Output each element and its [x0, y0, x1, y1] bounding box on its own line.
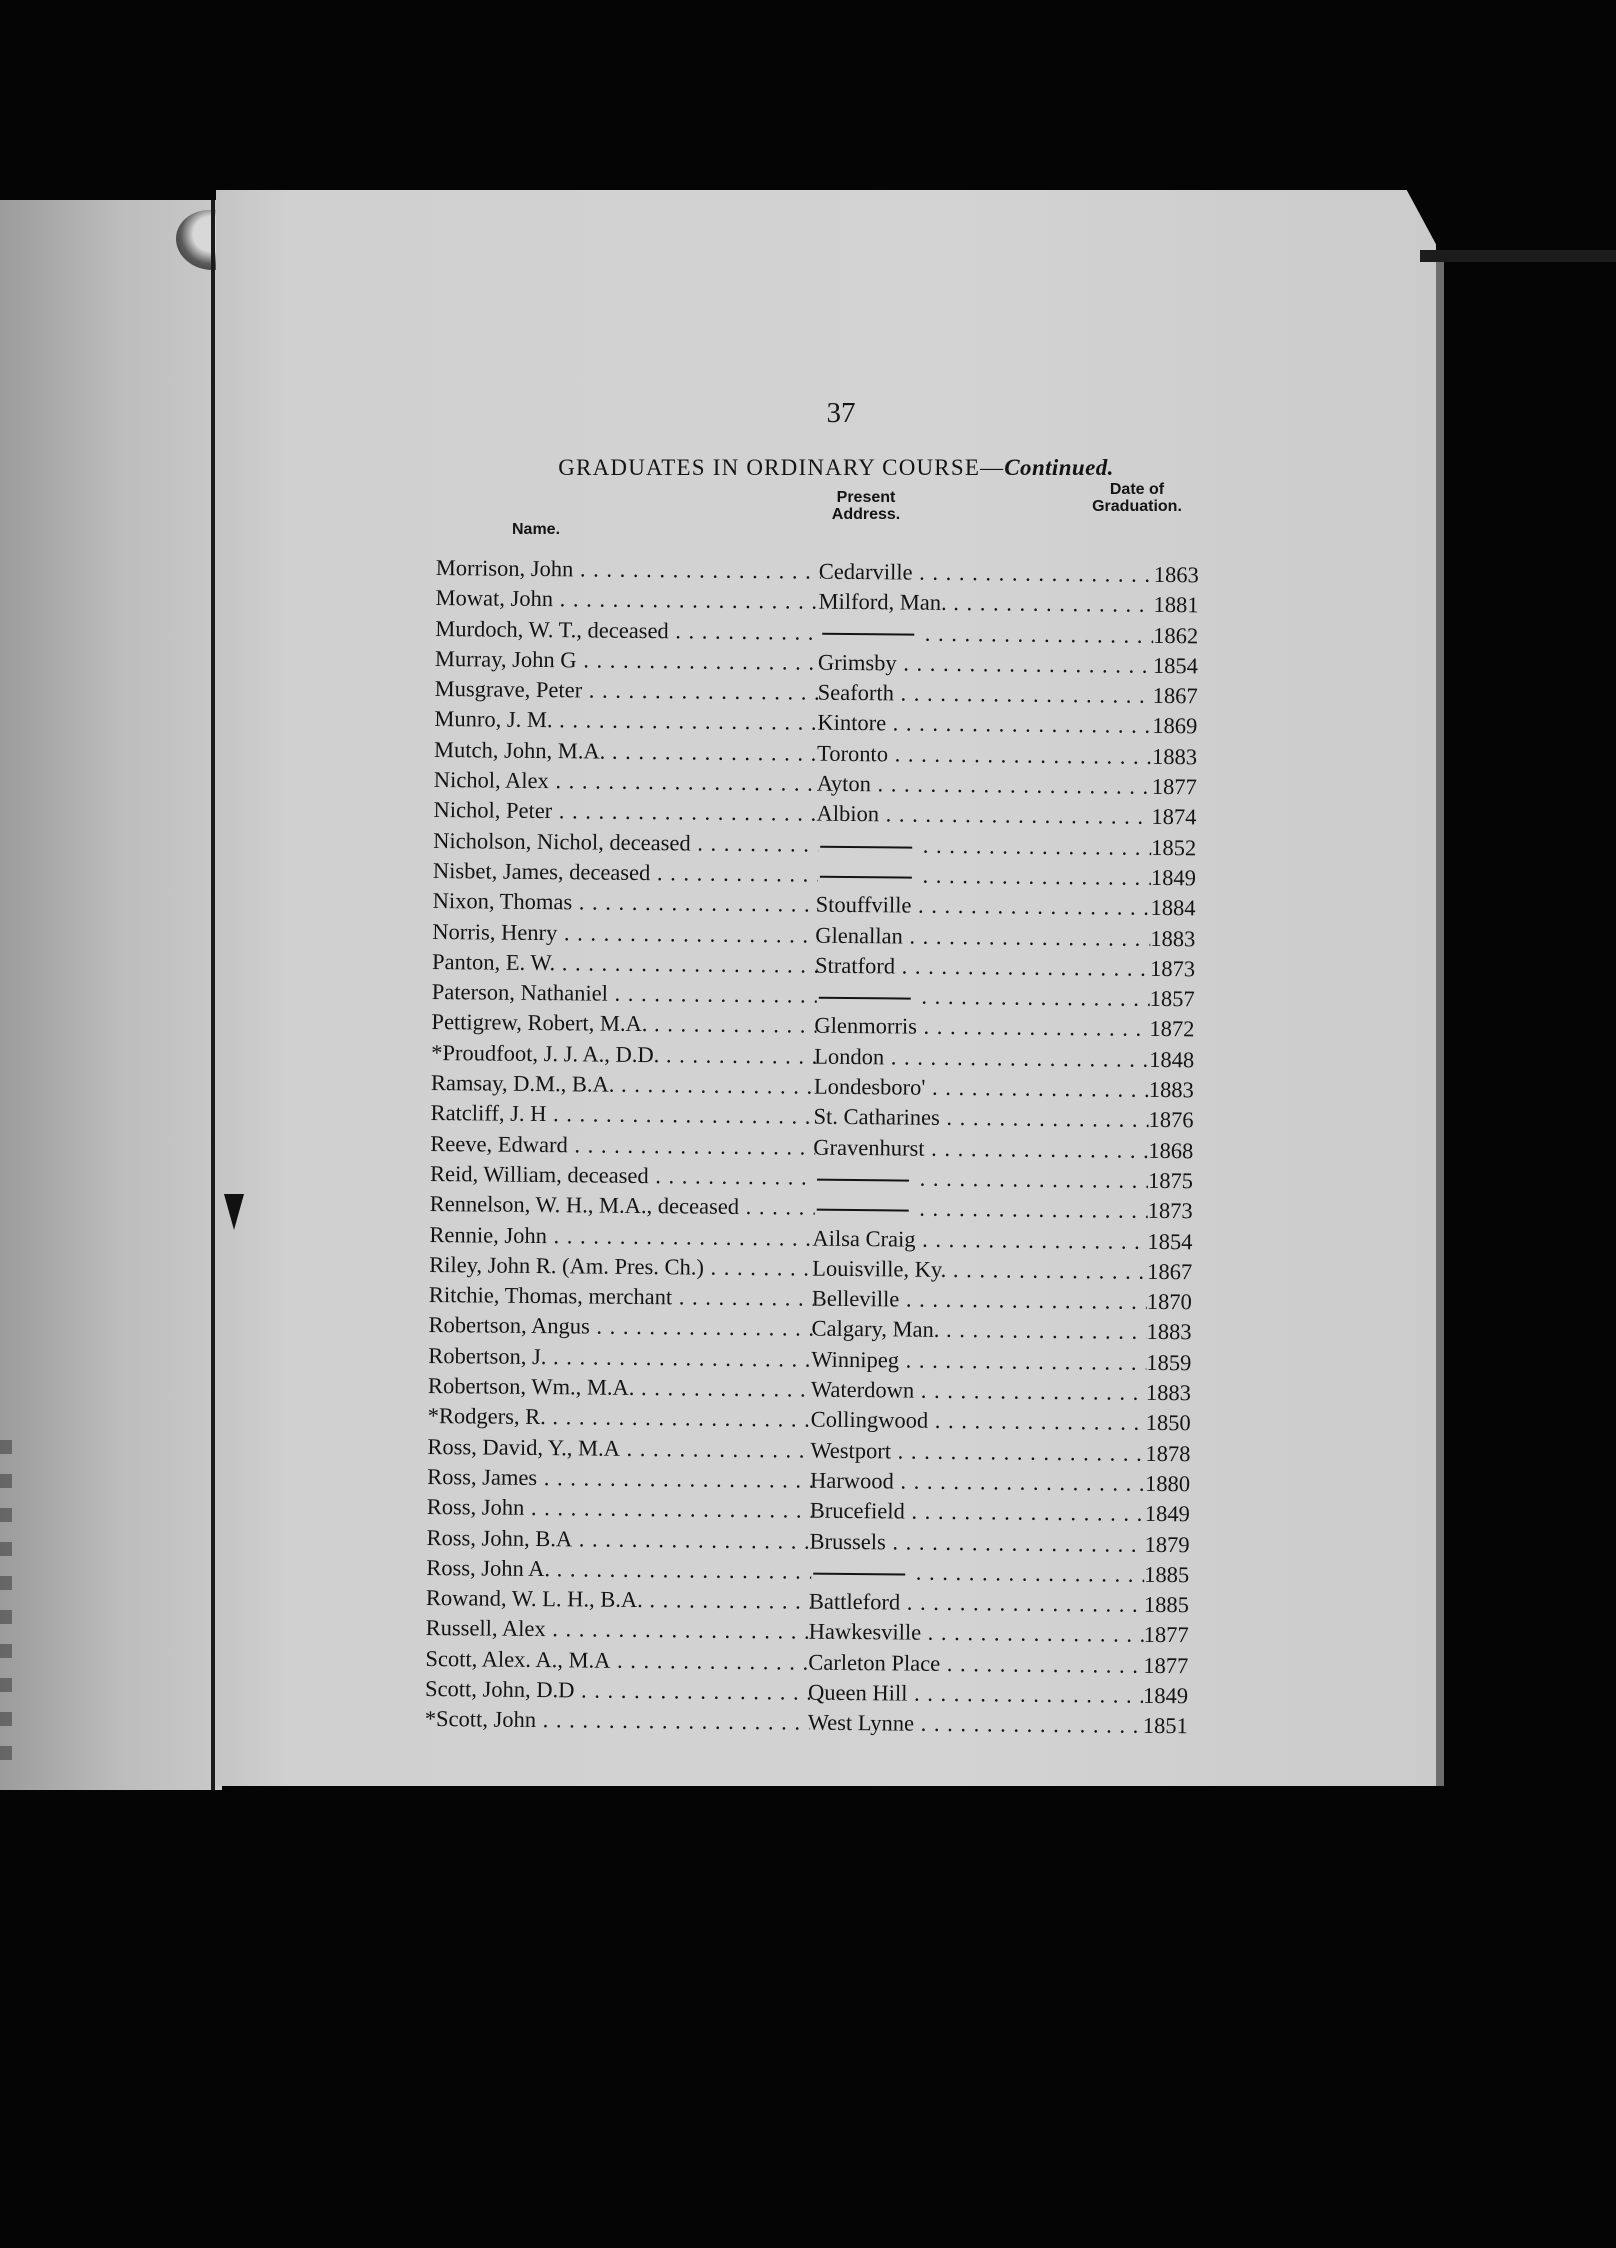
graduate-name: Musgrave, Peter . . . [435, 674, 820, 708]
graduation-year: 1883 [1145, 1379, 1192, 1406]
page-number: 37 [826, 397, 856, 429]
graduation-year: 1863 [1153, 561, 1199, 588]
graduate-name: Nixon, Thomas . . . [433, 886, 818, 920]
graduate-name: Ross, James . . . [427, 1462, 812, 1496]
graduate-name: Ratcliff, J. H . . . [430, 1098, 815, 1132]
graduate-name: Rennie, John . . . [429, 1220, 814, 1254]
graduation-year: 1881 [1153, 592, 1199, 618]
graduate-address [816, 829, 1151, 863]
graduate-name: Robertson, Angus . . . [428, 1310, 813, 1344]
graduate-name: Paterson, Nathaniel . . . [432, 977, 817, 1011]
graduate-address: Glenallan . . . [815, 920, 1150, 954]
graduate-address: Harwood . . . [810, 1466, 1145, 1500]
graduation-year: 1859 [1146, 1349, 1192, 1376]
heading-continued: Continued. [1004, 455, 1114, 480]
graduate-address [813, 1193, 1148, 1227]
graduate-name: Robertson, Wm., M.A. . . . [428, 1371, 813, 1405]
graduation-year: 1874 [1151, 804, 1197, 830]
graduate-address: Carleton Place . . . [808, 1647, 1143, 1681]
graduation-year: 1885 [1144, 1561, 1190, 1588]
graduate-name: Pettigrew, Robert, M.A. . . . [431, 1007, 816, 1041]
graduate-name: Reid, William, deceased . . . [430, 1159, 815, 1193]
facing-page-edge [0, 200, 222, 1790]
graduation-year: 1850 [1145, 1410, 1191, 1436]
graduate-name: Ramsay, D.M., B.A. . . . [431, 1068, 816, 1102]
graduate-name: Russell, Alex . . . [426, 1613, 811, 1647]
graduate-address: Glenmorris . . . [814, 1011, 1149, 1045]
graduate-address: Ailsa Craig . . . [812, 1223, 1147, 1257]
graduate-name: Scott, Alex. A., M.A . . . [425, 1644, 810, 1678]
graduate-name: Ross, John, B.A . . . [426, 1522, 811, 1556]
graduate-address: Gravenhurst . . . [813, 1132, 1148, 1166]
graduation-year: 1877 [1143, 1622, 1189, 1648]
graduate-address [818, 617, 1153, 651]
graduate-address: West Lynne . . . [808, 1708, 1143, 1742]
graduation-year: 1879 [1144, 1531, 1190, 1557]
column-header-date: Date of Graduation. [1092, 481, 1182, 515]
graduation-year: 1868 [1148, 1137, 1194, 1163]
graduate-address: Milford, Man. . . . [818, 587, 1153, 621]
graduate-address [813, 1163, 1148, 1197]
graduate-address: Stouffville . . . [815, 890, 1150, 924]
graduate-address [815, 981, 1150, 1015]
graduate-name: Rennelson, W. H., M.A., deceased . . . [430, 1189, 815, 1223]
graduate-address: Waterdown . . . [811, 1375, 1146, 1409]
graduation-year: 1873 [1149, 955, 1196, 982]
graduate-name: *Proudfoot, J. J. A., D.D. . . . [431, 1038, 816, 1072]
graduates-list [425, 553, 1236, 1742]
graduate-address: Toronto . . . [817, 738, 1152, 772]
graduate-address: Calgary, Man. . . . [811, 1314, 1146, 1348]
graduation-year: 1885 [1143, 1591, 1190, 1618]
graduate-address: Belleville . . . [812, 1284, 1147, 1318]
graduation-year: 1872 [1149, 1016, 1195, 1042]
book-gutter [211, 200, 215, 1790]
graduation-year: 1862 [1153, 622, 1199, 648]
graduate-address: Collingwood . . . [811, 1405, 1146, 1439]
graduate-name: Mutch, John, M.A. . . . [434, 735, 819, 769]
graduation-year: 1854 [1147, 1228, 1193, 1254]
graduate-address: Brussels . . . [809, 1526, 1144, 1560]
graduation-year: 1869 [1152, 713, 1198, 739]
section-heading [436, 453, 1236, 483]
graduate-address: Westport . . . [810, 1435, 1145, 1469]
graduation-year: 1851 [1142, 1713, 1188, 1739]
graduate-name: Ritchie, Thomas, merchant . . . [429, 1280, 814, 1314]
column-headers [436, 481, 1236, 553]
graduate-address: Albion . . . [816, 799, 1151, 833]
graduation-year: 1883 [1150, 925, 1196, 951]
graduation-year: 1849 [1142, 1682, 1189, 1709]
graduation-year: 1880 [1144, 1470, 1191, 1497]
graduation-year: 1870 [1146, 1288, 1192, 1315]
scanner-tab-mark [1420, 250, 1616, 262]
graduate-address: Kintore . . . [817, 708, 1152, 742]
graduation-year: 1873 [1147, 1198, 1193, 1224]
column-header-name: Name. [512, 521, 561, 538]
graduation-year: 1849 [1144, 1501, 1190, 1527]
graduate-address: Brucefield . . . [810, 1496, 1145, 1530]
graduate-name: Rowand, W. L. H., B.A. . . . [426, 1583, 811, 1617]
graduate-address: Queen Hill . . . [808, 1678, 1143, 1712]
graduate-address: Louisville, Ky. . . . [812, 1253, 1147, 1287]
graduation-year: 1883 [1151, 743, 1198, 770]
graduation-year: 1883 [1148, 1076, 1195, 1103]
graduate-address: Londesboro' . . . [814, 1072, 1149, 1106]
graduate-name: Scott, John, D.D . . . [425, 1674, 810, 1708]
graduate-address: London . . . [814, 1041, 1149, 1075]
column-header-address: Present Address. [831, 489, 901, 523]
graduate-name: Murray, John G . . . [435, 644, 820, 678]
graduate-name: *Scott, John . . . [425, 1704, 810, 1738]
graduate-name: Ross, John A. . . . [426, 1553, 811, 1587]
graduate-name: Riley, John R. (Am. Pres. Ch.) . . . [429, 1250, 814, 1284]
graduation-year: 1877 [1151, 773, 1197, 800]
graduation-year: 1848 [1149, 1046, 1195, 1073]
page-content [424, 395, 1236, 1739]
graduation-year: 1849 [1150, 864, 1197, 891]
graduate-name: Munro, J. M. . . . [434, 704, 819, 738]
graduate-name: Nichol, Peter . . . [433, 795, 818, 829]
graduate-name: Morrison, John . . . [436, 553, 821, 587]
graduation-year: 1883 [1146, 1319, 1192, 1345]
graduate-address: Cedarville . . . [819, 557, 1154, 591]
graduation-year: 1857 [1149, 986, 1195, 1012]
graduation-year: 1867 [1152, 683, 1198, 709]
graduate-name: Murdoch, W. T., deceased . . . [435, 614, 820, 648]
graduation-year: 1854 [1152, 652, 1199, 679]
graduate-name: Nicholson, Nichol, deceased . . . [433, 826, 818, 860]
graduate-address: Hawkesville . . . [809, 1617, 1144, 1651]
graduate-name: Nichol, Alex . . . [434, 765, 819, 799]
graduate-name: Norris, Henry . . . [432, 917, 817, 951]
graduate-address [809, 1556, 1144, 1590]
graduate-name: Mowat, John . . . [435, 583, 820, 617]
graduation-year: 1875 [1147, 1167, 1194, 1194]
page-edge-shadow [1436, 250, 1444, 1786]
graduation-year: 1852 [1151, 834, 1197, 860]
graduate-address: St. Catharines . . . [813, 1102, 1148, 1136]
graduation-year: 1876 [1148, 1107, 1194, 1133]
graduate-address: Battleford . . . [809, 1587, 1144, 1621]
graduate-address: Grimsby . . . [818, 648, 1153, 682]
graduate-address: Winnipeg . . . [811, 1344, 1146, 1378]
graduate-address: Seaforth . . . [818, 678, 1153, 712]
graduate-name: Panton, E. W. . . . [432, 947, 817, 981]
graduate-name: Nisbet, James, deceased . . . [433, 856, 818, 890]
graduate-address: Stratford . . . [815, 951, 1150, 985]
graduate-name: Reeve, Edward . . . [430, 1129, 815, 1163]
graduation-year: 1877 [1143, 1652, 1189, 1678]
graduate-address: Ayton . . . [817, 769, 1152, 803]
graduate-name: *Rodgers, R. . . . [428, 1401, 813, 1435]
graduation-year: 1878 [1145, 1440, 1191, 1466]
heading-title: GRADUATES IN ORDINARY COURSE— [558, 455, 1005, 480]
graduation-year: 1867 [1147, 1258, 1193, 1285]
graduation-year: 1884 [1150, 895, 1196, 921]
graduate-name: Ross, David, Y., M.A . . . [427, 1432, 812, 1466]
graduate-name: Robertson, J. . . . [428, 1341, 813, 1375]
graduate-name: Ross, John . . . [427, 1492, 812, 1526]
facing-page-text-remnants [0, 1440, 12, 1770]
gutter-notch-mark [224, 1194, 244, 1230]
graduate-address [816, 860, 1151, 894]
